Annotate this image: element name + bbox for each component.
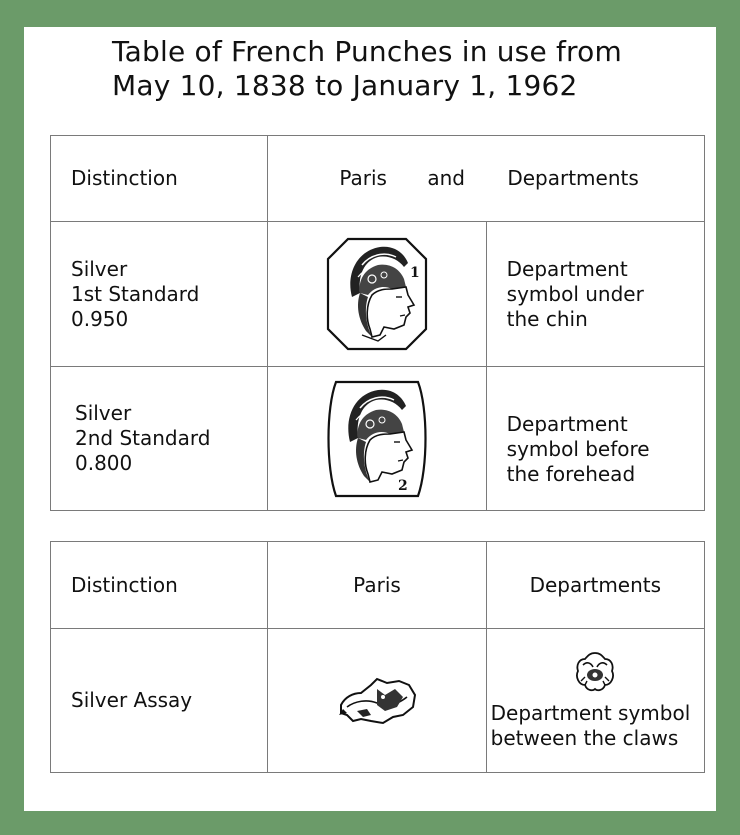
- title-line-2: May 10, 1838 to January 1, 1962: [112, 69, 578, 102]
- standards-table: [50, 135, 705, 511]
- table-row: [51, 222, 705, 367]
- table-row: [51, 367, 705, 511]
- minerva-head-barrel-icon: [322, 378, 432, 500]
- table-row: [51, 629, 705, 773]
- row-departments: Department symbol between the claws: [490, 700, 691, 750]
- table-header-row: [51, 542, 705, 629]
- boar-head-icon: [337, 675, 417, 727]
- header-departments: Departments: [486, 542, 704, 629]
- row-departments: Department symbol under the chin: [486, 222, 704, 367]
- row-departments: Department symbol before the forehead: [486, 367, 704, 511]
- minerva-head-octagon-icon: [322, 235, 432, 353]
- header-paris: Paris: [268, 542, 486, 629]
- punch-number-1: 1: [409, 265, 420, 281]
- paris-punch-cell: [268, 222, 486, 367]
- table-header-row: [51, 136, 705, 222]
- header-departments: Departments: [507, 166, 639, 190]
- row-distinction: Silver 1st Standard 0.950: [51, 222, 268, 367]
- header-distinction: Distinction: [51, 542, 268, 629]
- header-paris-and-departments: [268, 136, 705, 222]
- document-frame: [24, 27, 716, 811]
- crab-icon: [575, 651, 615, 693]
- punch-number-2: 2: [397, 477, 408, 494]
- page-title: [112, 35, 622, 103]
- row-distinction: Silver Assay: [51, 629, 268, 773]
- header-and: and: [427, 166, 465, 190]
- header-paris: Paris: [339, 166, 387, 190]
- paris-punch-cell: [268, 629, 486, 773]
- title-line-1: Table of French Punches in use from: [112, 35, 622, 68]
- header-distinction: Distinction: [51, 136, 268, 222]
- assay-table: [50, 541, 705, 773]
- paris-punch-cell: [268, 367, 486, 511]
- departments-punch-cell: [486, 629, 704, 773]
- row-distinction: Silver 2nd Standard 0.800: [51, 367, 268, 511]
